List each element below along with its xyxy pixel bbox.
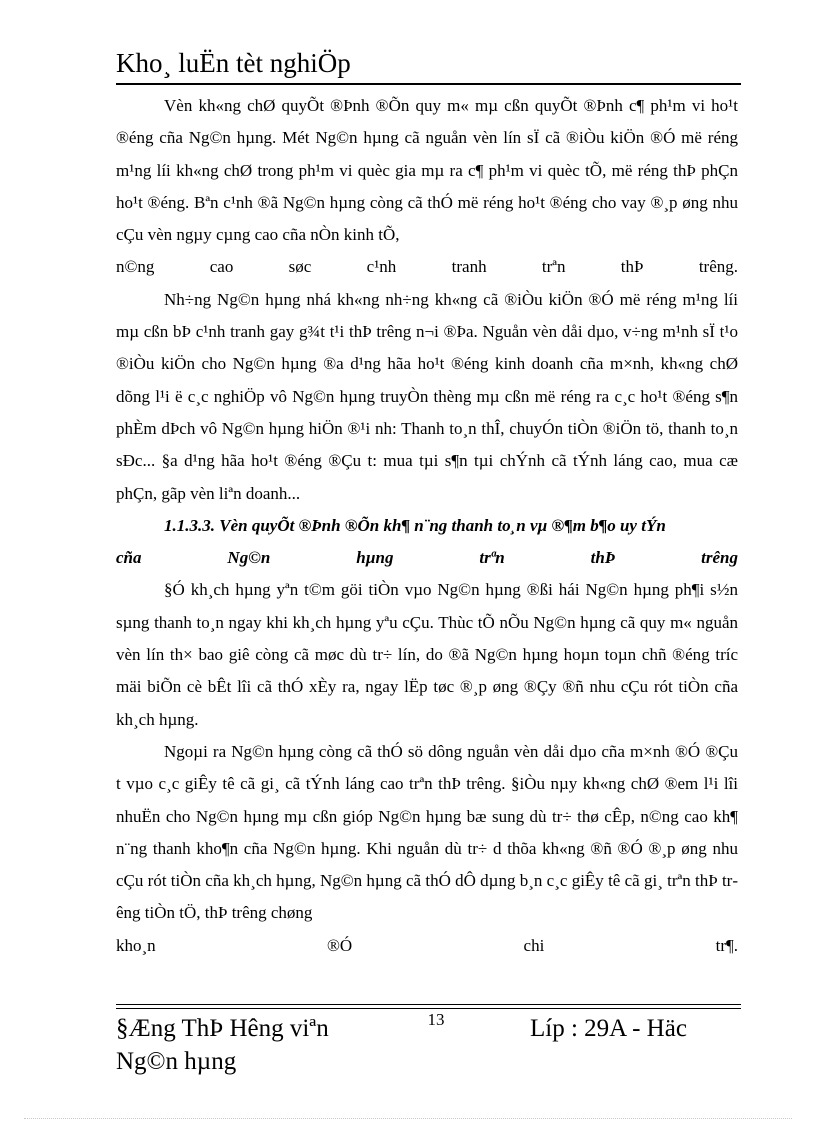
paragraph-1: Vèn kh«ng chØ quyÕt ®Þnh ®Õn quy m« mµ cßn quyÕt ®Þnh c¶ ph¹m vi ho¹t ®éng cña Ng©n hµng. Mét Ng©n hµng cã nguån vèn lín sÏ cã ®iÒu kiÖn ®Ó më réng m¹ng líi kh«ng chØ trong ph¹m vi quèc gia mµ ra c¶ ph¹m vi quèc tÕ, më réng thÞ phÇn ho¹t ®éng. Bªn c¹nh ®ã Ng©n hµng còng cã thÓ më réng ho¹t ®éng cho vay ®¸p øng nhu cÇu vèn ngµy cµng cao cña nÒn kinh tÕ, [116,96,738,245]
footer-class-label: Líp : 29A - Häc [530,1015,687,1042]
page-bottom-edge [24,1118,792,1119]
paragraph-4: Ngoµi ra Ng©n hµng còng cã thÓ sö dông nguån vèn dåi dµo cña m×nh ®Ó ®Çu t vµo c¸c giÊy tê cã gi¸ cã tÝnh láng cao trªn thÞ trêng. §iÒu nµy kh«ng chØ ®em l¹i lîi nhuËn cho Ng©n hµng mµ cßn gióp Ng©n hµng bæ sung dù tr÷ thø cÊp, n©ng cao kh¶ n¨ng thanh kho¶n cña Ng©n hµng. Khi nguån dù tr÷ d thõa kh«ng ®ñ ®Ó ®¸p øng nhu cÇu rót tiÒn cña kh¸ch hµng, Ng©n hµng cã thÓ dÔ dµng b¸n c¸c giÊy tê cã gi¸ trªn thÞ trêng tiÒn tÖ, thÞ trêng chøng [116,741,738,923]
paragraph-2: Nh÷ng Ng©n hµng nhá kh«ng nh÷ng kh«ng cã ®iÒu kiÖn ®Ó më réng m¹ng líi mµ cßn bÞ c¹nh tranh gay g¾t t¹i thÞ trêng n¬i ®Þa. Nguån vèn dåi dµo, v÷ng m¹nh sÏ t¹o ®iÒu kiÖn cho Ng©n hµng ®a d¹ng hãa ho¹t ®éng kinh doanh cña m×nh, kh«ng chØ dõng l¹i ë c¸c nghiÖp vô Ng©n hµng truyÒn thèng mµ cßn më réng ra c¸c ho¹t ®éng s¶n phÈm dÞch vô Ng©n hµng hiÖn ®¹i nh: Thanh to¸n thÎ, chuyÓn tiÒn ®iÖn tö, thanh to¸n sÐc... §a d¹ng hãa ho¹t ®éng ®Çu t: mua tµi s¶n tµi chÝnh cã tÝnh láng cao, mua cæ phÇn, gãp vèn liªn doanh... [116,289,738,503]
section-heading-last-line: cña Ng©n hµng trªn thÞ trêng [116,548,738,568]
header-divider [116,83,741,85]
page-header-title: Kho¸ luËn tèt nghiÖp [116,48,351,78]
document-body [116,90,738,962]
paragraph-3: §Ó kh¸ch hµng yªn t©m göi tiÒn vµo Ng©n hµng ®ßi hái Ng©n hµng ph¶i s½n sµng thanh to¸n ngay khi kh¸ch hµng yªu cÇu. Thùc tÕ nÕu Ng©n hµng cã quy m« nguån vèn lín th× bao giê còng cã møc dù tr÷ lín, do ®ã Ng©n hµng hoµn toµn chñ ®éng tríc mäi biÕn cè bÊt lîi cã thÓ xÈy ra, ngay lËp tøc ®¸p øng ®Çy ®ñ nhu cÇu rót tiÒn cña kh¸ch hµng. [116,580,738,729]
footer-author: §Æng ThÞ Hêng viªn Ng©n hµng [116,1015,329,1075]
page-number: 13 [427,1010,445,1029]
footer-divider-top [116,1004,741,1005]
paragraph-4-last-line: kho¸n ®Ó chi tr¶. [116,935,738,955]
section-heading: 1.1.3.3. Vèn quyÕt ®Þnh ®Õn kh¶ n¨ng thanh to¸n vµ ®¶m b¶o uy tÝn [164,515,666,535]
paragraph-1-last-line: n©ng cao søc c¹nh tranh trªn thÞ trêng. [116,257,738,277]
